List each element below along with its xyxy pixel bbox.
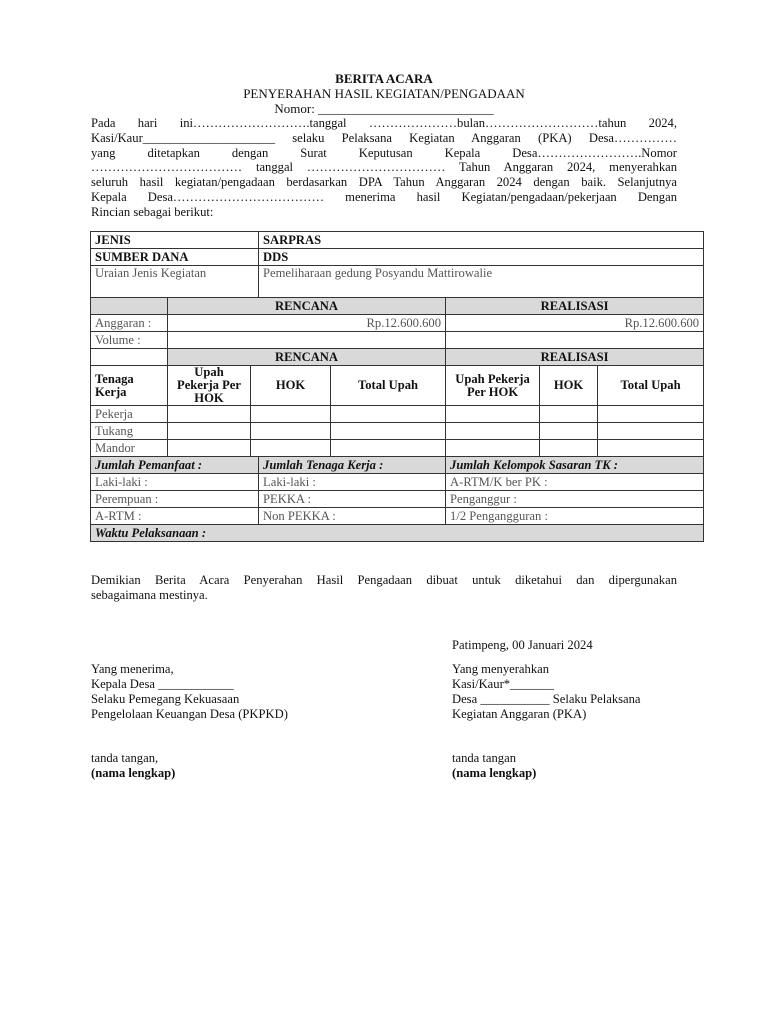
rencana-header: RENCANA: [168, 349, 446, 366]
hok-realisasi-header: HOK: [540, 366, 598, 406]
total-upah-realisasi-header: Total Upah: [598, 366, 704, 406]
jenis-label: JENIS: [91, 232, 259, 249]
receiver-signature: [91, 751, 175, 781]
place-date: Patimpeng, 00 Januari 2024: [452, 638, 593, 652]
worker-label: Tukang: [91, 423, 168, 440]
receiver-line: Yang menerima,: [91, 662, 174, 676]
signature-name: (nama lengkap): [452, 766, 537, 780]
closing-line: Demikian Berita Acara Penyerahan Hasil Pengadaan dibuat untuk diketahui dan dipergunakan: [91, 573, 677, 587]
giver-block: [452, 662, 641, 722]
hok-rencana-header: HOK: [251, 366, 331, 406]
uraian-value: Pemeliharaan gedung Posyandu Mattirowalie: [259, 266, 704, 298]
table-row: [91, 474, 704, 491]
table-row: [91, 332, 704, 349]
giver-signature: [452, 751, 536, 781]
summary-cell: PEKKA :: [259, 491, 446, 508]
worker-label: Pekerja: [91, 406, 168, 423]
worker-label: Mandor: [91, 440, 168, 457]
giver-line: Kegiatan Anggaran (PKA): [452, 707, 587, 721]
volume-rencana: [168, 332, 446, 349]
giver-line: Desa ___________ Selaku Pelaksana: [452, 692, 641, 706]
summary-cell: Penganggur :: [446, 491, 704, 508]
table-row: [91, 298, 704, 315]
sumber-dana-value: DDS: [259, 249, 704, 266]
receiver-line: Kepala Desa ____________: [91, 677, 234, 691]
intro-line: Kepala Desa……………………………… menerima hasil Kegiatan/pengadaan/pekerjaan Dengan: [91, 189, 677, 204]
jumlah-tenaga-header: Jumlah Tenaga Kerja :: [259, 457, 446, 474]
uraian-label: Uraian Jenis Kegiatan: [91, 266, 259, 298]
summary-cell: Perempuan :: [91, 491, 259, 508]
summary-cell: A-RTM/K ber PK :: [446, 474, 704, 491]
intro-line: seluruh hasil kegiatan/pengadaan berdasarkan DPA Tahun Anggaran 2024 dengan baik. Selanjutnya: [91, 175, 677, 190]
table-row: [91, 508, 704, 525]
intro-line: Kasi/Kaur_____________________ selaku Pelaksana Kegiatan Anggaran (PKA) Desa……………: [91, 130, 677, 145]
table-row: [91, 406, 704, 423]
summary-cell: Laki-laki :: [91, 474, 259, 491]
intro-line: ……………………………… tanggal …………………………… Tahun Anggaran 2024, menyerahkan: [91, 160, 677, 175]
closing-line: sebagaimana mestinya.: [91, 587, 208, 602]
anggaran-realisasi: Rp.12.600.600: [446, 315, 704, 332]
jenis-value: SARPRAS: [259, 232, 704, 249]
giver-line: Yang menyerahkan: [452, 662, 549, 676]
summary-cell: A-RTM :: [91, 508, 259, 525]
table-row: [91, 266, 704, 298]
anggaran-label: Anggaran :: [91, 315, 168, 332]
table-row: [91, 457, 704, 474]
realisasi-header: REALISASI: [446, 349, 704, 366]
table-row: [91, 423, 704, 440]
receiver-block: [91, 662, 288, 722]
tenaga-kerja-header: Tenaga Kerja: [91, 366, 168, 406]
summary-cell: Non PEKKA :: [259, 508, 446, 525]
realisasi-header: REALISASI: [446, 298, 704, 315]
upah-realisasi-header: Upah Pekerja Per HOK: [446, 366, 540, 406]
blank-cell: [91, 298, 168, 315]
summary-cell: 1/2 Pengangguran :: [446, 508, 704, 525]
document-title: BERITA ACARA: [335, 71, 433, 86]
summary-cell: Laki-laki :: [259, 474, 446, 491]
table-row: [91, 249, 704, 266]
detail-table: [90, 231, 704, 542]
jumlah-pemanfaat-header: Jumlah Pemanfaat :: [91, 457, 259, 474]
intro-line: yang ditetapkan dengan Surat Keputusan Kepala Desa…………………….Nomor: [91, 145, 677, 160]
total-upah-rencana-header: Total Upah: [331, 366, 446, 406]
rencana-header: RENCANA: [168, 298, 446, 315]
anggaran-rencana: Rp.12.600.600: [168, 315, 446, 332]
volume-realisasi: [446, 332, 704, 349]
table-row: [91, 366, 704, 406]
blank-cell: [91, 349, 168, 366]
receiver-line: Selaku Pemegang Kekuasaan: [91, 692, 240, 706]
receiver-line: Pengelolaan Keuangan Desa (PKPKD): [91, 707, 288, 721]
table-row: [91, 232, 704, 249]
signature-label: tanda tangan,: [91, 751, 159, 765]
giver-line: Kasi/Kaur*_______: [452, 677, 555, 691]
waktu-pelaksanaan: Waktu Pelaksanaan :: [91, 525, 704, 542]
volume-label: Volume :: [91, 332, 168, 349]
table-row: [91, 491, 704, 508]
table-row: [91, 525, 704, 542]
intro-paragraph: [91, 116, 677, 220]
signature-name: (nama lengkap): [91, 766, 176, 780]
closing-paragraph: [91, 573, 677, 603]
table-row: [91, 349, 704, 366]
table-row: [91, 440, 704, 457]
document-subtitle: PENYERAHAN HASIL KEGIATAN/PENGADAAN: [243, 86, 525, 101]
intro-line: Rincian sebagai berikut:: [91, 204, 214, 219]
intro-line: Pada hari ini……………………….tanggal …………………bulan………………………tahun 2024,: [91, 116, 677, 130]
document-number: Nomor: ___________________________: [274, 101, 494, 116]
jumlah-kelompok-header: Jumlah Kelompok Sasaran TK :: [446, 457, 704, 474]
signature-label: tanda tangan: [452, 751, 516, 765]
table-row: [91, 315, 704, 332]
sumber-dana-label: SUMBER DANA: [91, 249, 259, 266]
upah-rencana-header: Upah Pekerja Per HOK: [168, 366, 251, 406]
